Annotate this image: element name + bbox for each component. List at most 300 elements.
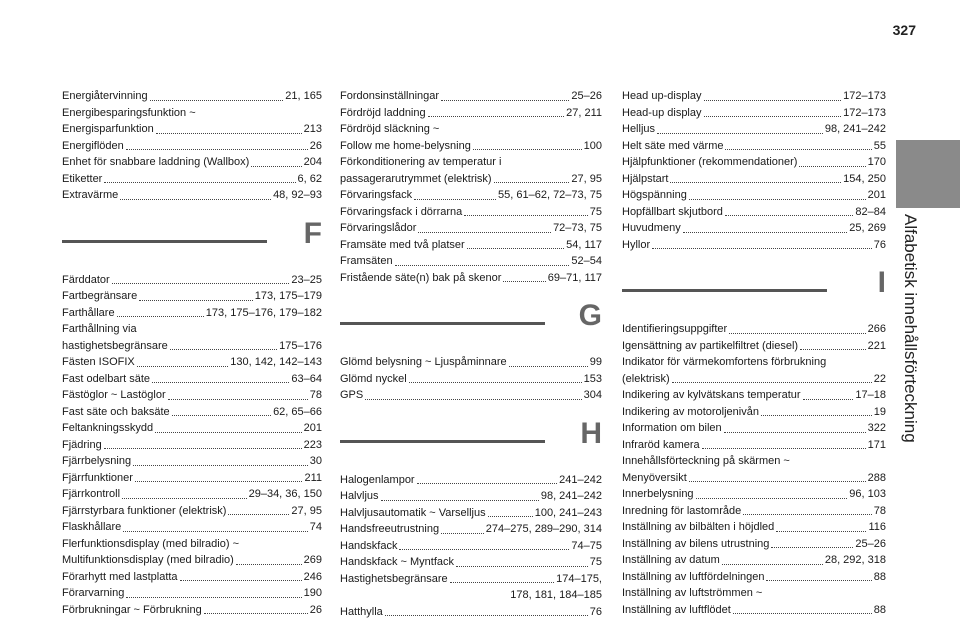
dot-leader xyxy=(467,248,564,249)
index-entry xyxy=(622,220,886,237)
index-entry xyxy=(340,571,602,588)
index-entry xyxy=(62,536,322,553)
entry-pages: 130, 142, 142–143 xyxy=(230,356,322,368)
section-rule xyxy=(340,322,545,325)
entry-pages: 26 xyxy=(309,139,322,152)
dot-leader xyxy=(236,564,302,565)
index-entry xyxy=(62,288,322,305)
entry-label: Feltankningsskydd xyxy=(62,422,154,434)
entry-pages: 63–64 xyxy=(291,372,322,385)
index-entry xyxy=(622,486,886,503)
dot-leader xyxy=(722,564,823,565)
entry-pages: 266 xyxy=(867,323,886,335)
entry-label: Halvljus xyxy=(340,490,379,502)
dot-leader xyxy=(672,382,872,383)
entry-pages: 304 xyxy=(583,389,602,401)
entry-pages: 288 xyxy=(867,471,886,484)
entry-label: Fartbegränsare xyxy=(62,290,138,302)
entry-label: Förvaringsfack xyxy=(340,189,413,201)
index-entry xyxy=(622,88,886,105)
dot-leader xyxy=(120,199,271,200)
dot-leader xyxy=(670,182,841,183)
entry-label: Indikator för värmekomfortens förbrukning xyxy=(622,356,827,368)
entry-label: Fjärrkontroll xyxy=(62,488,121,500)
entry-pages: 223 xyxy=(303,438,322,451)
entry-label: Inställning av datum xyxy=(622,554,720,566)
section-header xyxy=(622,267,886,315)
entry-pages: 30 xyxy=(309,455,322,467)
entry-label: Förvaringslådor xyxy=(340,222,417,234)
dot-leader xyxy=(365,399,581,400)
entry-label: Energiåtervinning xyxy=(62,90,148,102)
entry-label: Förkonditionering av temperatur i xyxy=(340,156,502,168)
dot-leader xyxy=(126,149,308,150)
index-entry xyxy=(62,138,322,155)
index-entry xyxy=(62,338,322,355)
entry-label: Fästen ISOFIX xyxy=(62,356,135,368)
index-entry xyxy=(622,371,886,388)
entry-pages: 17–18 xyxy=(855,389,886,401)
index-entry xyxy=(622,387,886,404)
entry-pages: 19 xyxy=(873,405,886,418)
index-entry xyxy=(622,470,886,487)
entry-label: Fast säte och baksäte xyxy=(62,405,170,418)
entry-label: Högspänning xyxy=(622,189,687,201)
entry-pages: 204 xyxy=(303,156,322,168)
entry-label: Fjärrstyrbara funktioner (elektrisk) xyxy=(62,504,227,517)
index-entry xyxy=(622,204,886,221)
entry-label: Färddator xyxy=(62,273,110,286)
index-entry xyxy=(62,486,322,503)
entry-label: Hopfällbart skjutbord xyxy=(622,205,723,218)
dot-leader xyxy=(689,199,866,200)
entry-label: Inställning av bilbälten i höjdled xyxy=(622,521,775,533)
entry-pages: 72–73, 75 xyxy=(553,222,602,234)
index-column-2 xyxy=(340,88,602,620)
entry-label: Inställning av bilens utrustning xyxy=(622,537,770,550)
index-entry xyxy=(622,121,886,138)
entry-label: Indikering av motoroljenivån xyxy=(622,405,759,418)
entry-label: Extravärme xyxy=(62,189,119,201)
dot-leader xyxy=(473,149,582,150)
entry-pages: 48, 92–93 xyxy=(273,189,322,201)
dot-leader xyxy=(509,366,588,367)
entry-pages: 76 xyxy=(873,238,886,251)
dot-leader xyxy=(743,514,872,515)
entry-label: (elektrisk) xyxy=(622,372,670,385)
dot-leader xyxy=(180,580,302,581)
entry-pages: 52–54 xyxy=(571,255,602,267)
entry-pages: 27, 211 xyxy=(566,106,602,119)
entry-pages: 25–26 xyxy=(855,537,886,550)
side-title: Alfabetisk innehållsförteckning xyxy=(901,214,920,443)
index-entry xyxy=(62,105,322,122)
entry-label: Inredning för lastområde xyxy=(622,504,742,517)
entry-pages: 23–25 xyxy=(291,273,322,286)
dot-leader xyxy=(800,349,866,350)
entry-label: Etiketter xyxy=(62,172,103,185)
section-tab xyxy=(896,140,960,208)
entry-label: Fjärrbelysning xyxy=(62,455,132,467)
entry-label: Fördröjd laddning xyxy=(340,106,426,119)
dot-leader xyxy=(441,100,569,101)
entry-label: Indikering av kylvätskans temperatur xyxy=(622,389,801,401)
index-entry xyxy=(62,321,322,338)
index-entry xyxy=(622,569,886,586)
entry-pages: 54, 117 xyxy=(566,238,602,251)
index-entry xyxy=(62,387,322,404)
entry-pages: 175–176 xyxy=(279,339,322,352)
index-entry xyxy=(622,105,886,122)
entry-label: Flaskhållare xyxy=(62,521,122,533)
index-entry xyxy=(340,270,602,287)
dot-leader xyxy=(761,415,872,416)
entry-label: Förarvarning xyxy=(62,587,125,599)
entry-label: Handskfack ~ Myntfack xyxy=(340,556,455,568)
entry-pages: 153 xyxy=(583,372,602,385)
index-entry xyxy=(340,171,602,188)
index-entry xyxy=(622,187,886,204)
index-entry xyxy=(62,187,322,204)
index-entry xyxy=(340,554,602,571)
index-entry xyxy=(340,472,602,489)
section-letter: H xyxy=(580,416,602,450)
dot-leader xyxy=(395,265,570,266)
entry-pages: 116 xyxy=(868,521,886,533)
index-entry xyxy=(622,536,886,553)
dot-leader xyxy=(494,182,570,183)
dot-leader xyxy=(450,582,554,583)
index-entry xyxy=(622,354,886,371)
index-entry xyxy=(622,602,886,619)
entry-label: Glömd nyckel xyxy=(340,372,407,385)
dot-leader xyxy=(418,232,551,233)
index-entry xyxy=(622,437,886,454)
dot-leader xyxy=(725,215,854,216)
entry-label: Head-up display xyxy=(622,106,702,119)
entry-pages: 27, 95 xyxy=(291,504,322,517)
dot-leader xyxy=(152,382,289,383)
index-entry xyxy=(622,420,886,437)
entry-pages: 74–75 xyxy=(571,539,602,552)
entry-label: Hatthylla xyxy=(340,605,383,618)
entry-label: Hjälpfunktioner (rekommendationer) xyxy=(622,156,798,168)
entry-pages: 170 xyxy=(867,156,886,168)
entry-pages: 190 xyxy=(303,587,322,599)
entry-pages: 99 xyxy=(589,356,602,368)
dot-leader xyxy=(126,597,301,598)
entry-label: Inställning av luftströmmen ~ xyxy=(622,587,763,599)
dot-leader xyxy=(689,481,866,482)
entry-pages: 100 xyxy=(583,139,602,152)
index-entry xyxy=(62,404,322,421)
entry-label: Handskfack xyxy=(340,539,398,552)
dot-leader xyxy=(168,399,308,400)
entry-pages: 29–34, 36, 150 xyxy=(248,488,322,500)
dot-leader xyxy=(133,465,308,466)
entry-label: Hyllor xyxy=(622,238,651,251)
section-letter: F xyxy=(303,216,322,250)
index-entry xyxy=(62,354,322,371)
dot-leader xyxy=(135,481,303,482)
entry-pages: 213 xyxy=(303,123,322,135)
dot-leader xyxy=(150,100,284,101)
dot-leader xyxy=(652,248,872,249)
dot-leader xyxy=(799,166,865,167)
index-entry xyxy=(62,503,322,520)
entry-pages: 28, 292, 318 xyxy=(824,554,886,566)
entry-pages: 76 xyxy=(589,605,602,618)
dot-leader xyxy=(702,448,866,449)
section-rule xyxy=(340,440,545,443)
dot-leader xyxy=(123,531,307,532)
index-entry xyxy=(62,420,322,437)
index-entry xyxy=(62,154,322,171)
section-header xyxy=(62,218,322,266)
entry-label: Farthållare xyxy=(62,306,115,319)
index-entry xyxy=(62,470,322,487)
entry-label: passagerarutrymmet (elektrisk) xyxy=(340,172,492,185)
dot-leader xyxy=(441,533,484,534)
index-entry xyxy=(622,552,886,569)
entry-pages: 25, 269 xyxy=(849,222,886,234)
section-header xyxy=(340,418,602,466)
index-entry xyxy=(62,305,322,322)
index-entry xyxy=(62,519,322,536)
index-entry xyxy=(62,171,322,188)
entry-label: Halogenlampor xyxy=(340,473,415,486)
entry-label: Fjärrfunktioner xyxy=(62,471,133,484)
entry-label: Innehållsförteckning på skärmen ~ xyxy=(622,455,790,467)
index-entry xyxy=(622,503,886,520)
entry-pages: 173, 175–176, 179–182 xyxy=(205,306,322,319)
dot-leader xyxy=(428,116,564,117)
index-entry xyxy=(62,88,322,105)
index-entry xyxy=(340,604,602,621)
index-entry xyxy=(340,237,602,254)
entry-pages: 246 xyxy=(303,570,322,583)
index-entry xyxy=(622,321,886,338)
dot-leader xyxy=(657,133,823,134)
entry-pages: 74 xyxy=(309,521,322,533)
index-entry xyxy=(622,237,886,254)
index-entry xyxy=(340,587,602,604)
index-entry xyxy=(622,453,886,470)
entry-label: Flerfunktionsdisplay (med bilradio) ~ xyxy=(62,537,239,550)
index-entry xyxy=(62,371,322,388)
entry-pages: 78 xyxy=(873,504,886,517)
dot-leader xyxy=(729,333,865,334)
dot-leader xyxy=(155,432,302,433)
entry-label: Förvaringsfack i dörrarna xyxy=(340,205,463,218)
dot-leader xyxy=(766,580,871,581)
dot-leader xyxy=(137,366,228,367)
entry-label: Förbrukningar ~ Förbrukning xyxy=(62,603,202,616)
entry-pages: 241–242 xyxy=(559,473,602,486)
index-entry xyxy=(340,204,602,221)
entry-pages: 88 xyxy=(873,603,886,616)
entry-label: Energisparfunktion xyxy=(62,123,154,135)
dot-leader xyxy=(464,215,587,216)
entry-pages: 96, 103 xyxy=(849,488,886,500)
index-entry xyxy=(340,138,602,155)
page-number: 327 xyxy=(892,22,916,38)
entry-pages: 62, 65–66 xyxy=(273,405,322,418)
index-entry xyxy=(62,121,322,138)
dot-leader xyxy=(156,133,302,134)
index-entry xyxy=(622,338,886,355)
entry-pages: 55 xyxy=(873,139,886,152)
entry-label: Menyöversikt xyxy=(622,471,687,484)
entry-label: Fästöglor ~ Lastöglor xyxy=(62,389,166,401)
entry-label: Igensättning av partikelfiltret (diesel) xyxy=(622,339,799,352)
index-entry xyxy=(62,453,322,470)
section-letter: I xyxy=(877,266,886,299)
index-entry xyxy=(340,88,602,105)
section-rule xyxy=(62,240,267,243)
dot-leader xyxy=(381,500,539,501)
dot-leader xyxy=(776,531,866,532)
dot-leader xyxy=(122,498,247,499)
entry-pages: 75 xyxy=(589,205,602,218)
entry-label: Infraröd kamera xyxy=(622,438,700,451)
index-entry xyxy=(340,387,602,404)
dot-leader xyxy=(488,516,533,517)
index-entry xyxy=(62,552,322,569)
index-entry xyxy=(340,521,602,538)
entry-pages: 82–84 xyxy=(855,205,886,218)
dot-leader xyxy=(771,547,853,548)
entry-label: Helljus xyxy=(622,123,656,135)
entry-pages: 75 xyxy=(589,556,602,568)
entry-pages: 55, 61–62, 72–73, 75 xyxy=(498,189,602,201)
index-entry xyxy=(62,602,322,619)
index-entry xyxy=(62,569,322,586)
entry-pages: 100, 241–243 xyxy=(534,506,602,519)
entry-label: Fast odelbart säte xyxy=(62,372,151,385)
entry-label: GPS xyxy=(340,389,364,401)
index-entry xyxy=(622,519,886,536)
entry-label: Fordonsinställningar xyxy=(340,90,440,102)
index-entry xyxy=(340,488,602,505)
dot-leader xyxy=(725,149,871,150)
entry-pages: 26 xyxy=(309,603,322,616)
index-entry xyxy=(622,154,886,171)
dot-leader xyxy=(228,514,289,515)
entry-label: hastighetsbegränsare xyxy=(62,339,168,352)
entry-label: Framsäten xyxy=(340,255,393,267)
entry-label: Helt säte med värme xyxy=(622,139,724,152)
entry-label: Glömd belysning ~ Ljuspåminnare xyxy=(340,356,507,368)
entry-label: Multifunktionsdisplay (med bilradio) xyxy=(62,554,234,566)
section-letter: G xyxy=(578,299,602,332)
entry-pages: 173, 175–179 xyxy=(254,290,322,302)
index-entry xyxy=(340,538,602,555)
index-entry xyxy=(622,404,886,421)
entry-pages: 88 xyxy=(873,570,886,583)
section-header xyxy=(340,300,602,348)
dot-leader xyxy=(170,349,277,350)
entry-label: Halvljusautomatik ~ Varselljus xyxy=(340,506,486,519)
index-entry xyxy=(340,121,602,138)
entry-label: Innerbelysning xyxy=(622,488,694,500)
entry-label: Inställning av luftflödet xyxy=(622,603,731,616)
entry-label: Information om bilen xyxy=(622,422,722,434)
entry-label: Fördröjd släckning ~ xyxy=(340,123,440,135)
entry-label: Huvudmeny xyxy=(622,222,681,234)
entry-pages: 22 xyxy=(873,372,886,385)
entry-pages: 322 xyxy=(867,422,886,434)
index-entry xyxy=(340,220,602,237)
dot-leader xyxy=(704,116,842,117)
index-entry xyxy=(622,138,886,155)
entry-label: Hastighetsbegränsare xyxy=(340,572,448,585)
entry-pages: 98, 241–242 xyxy=(824,123,886,135)
dot-leader xyxy=(456,566,588,567)
index-entry xyxy=(62,272,322,289)
entry-pages: 25–26 xyxy=(571,90,602,102)
index-entry xyxy=(340,105,602,122)
dot-leader xyxy=(104,182,295,183)
dot-leader xyxy=(704,100,842,101)
entry-pages: 69–71, 117 xyxy=(547,271,602,284)
entry-pages: 201 xyxy=(867,189,886,201)
dot-leader xyxy=(251,166,301,167)
dot-leader xyxy=(399,549,569,550)
entry-pages: 6, 62 xyxy=(297,172,322,185)
entry-label: Fristående säte(n) bak på skenor xyxy=(340,271,502,284)
index-entry xyxy=(340,505,602,522)
entry-label: Enhet för snabbare laddning (Wallbox) xyxy=(62,156,250,168)
index-column-3 xyxy=(622,88,886,618)
dot-leader xyxy=(724,432,866,433)
dot-leader xyxy=(139,300,252,301)
entry-label: Inställning av luftfördelningen xyxy=(622,570,765,583)
entry-label: Farthållning via xyxy=(62,323,137,335)
index-entry xyxy=(340,371,602,388)
entry-label: Energibesparingsfunktion ~ xyxy=(62,106,196,119)
entry-pages: 172–173 xyxy=(843,90,886,102)
dot-leader xyxy=(112,283,290,284)
entry-label: Handsfreeutrustning xyxy=(340,523,440,535)
entry-pages: 27, 95 xyxy=(571,172,602,185)
dot-leader xyxy=(803,399,854,400)
entry-pages: 201 xyxy=(303,422,322,434)
index-entry xyxy=(62,437,322,454)
entry-pages: 274–275, 289–290, 314 xyxy=(485,523,602,535)
entry-label: Fjädring xyxy=(62,438,102,451)
entry-pages: 171 xyxy=(867,438,886,451)
entry-pages: 211 xyxy=(304,471,322,484)
dot-leader xyxy=(104,448,302,449)
dot-leader xyxy=(683,232,848,233)
index-entry xyxy=(340,187,602,204)
section-rule xyxy=(622,289,827,292)
dot-leader xyxy=(696,498,848,499)
index-entry xyxy=(340,354,602,371)
entry-label: Förarhytt med lastplatta xyxy=(62,570,178,583)
dot-leader xyxy=(733,613,872,614)
entry-label: Identifieringsuppgifter xyxy=(622,323,728,335)
index-entry xyxy=(340,253,602,270)
dot-leader xyxy=(117,316,204,317)
entry-label: Head up-display xyxy=(622,90,702,102)
dot-leader xyxy=(204,613,308,614)
dot-leader xyxy=(172,415,271,416)
entry-pages: 221 xyxy=(867,339,886,352)
index-column-1 xyxy=(62,88,322,618)
dot-leader xyxy=(409,382,582,383)
